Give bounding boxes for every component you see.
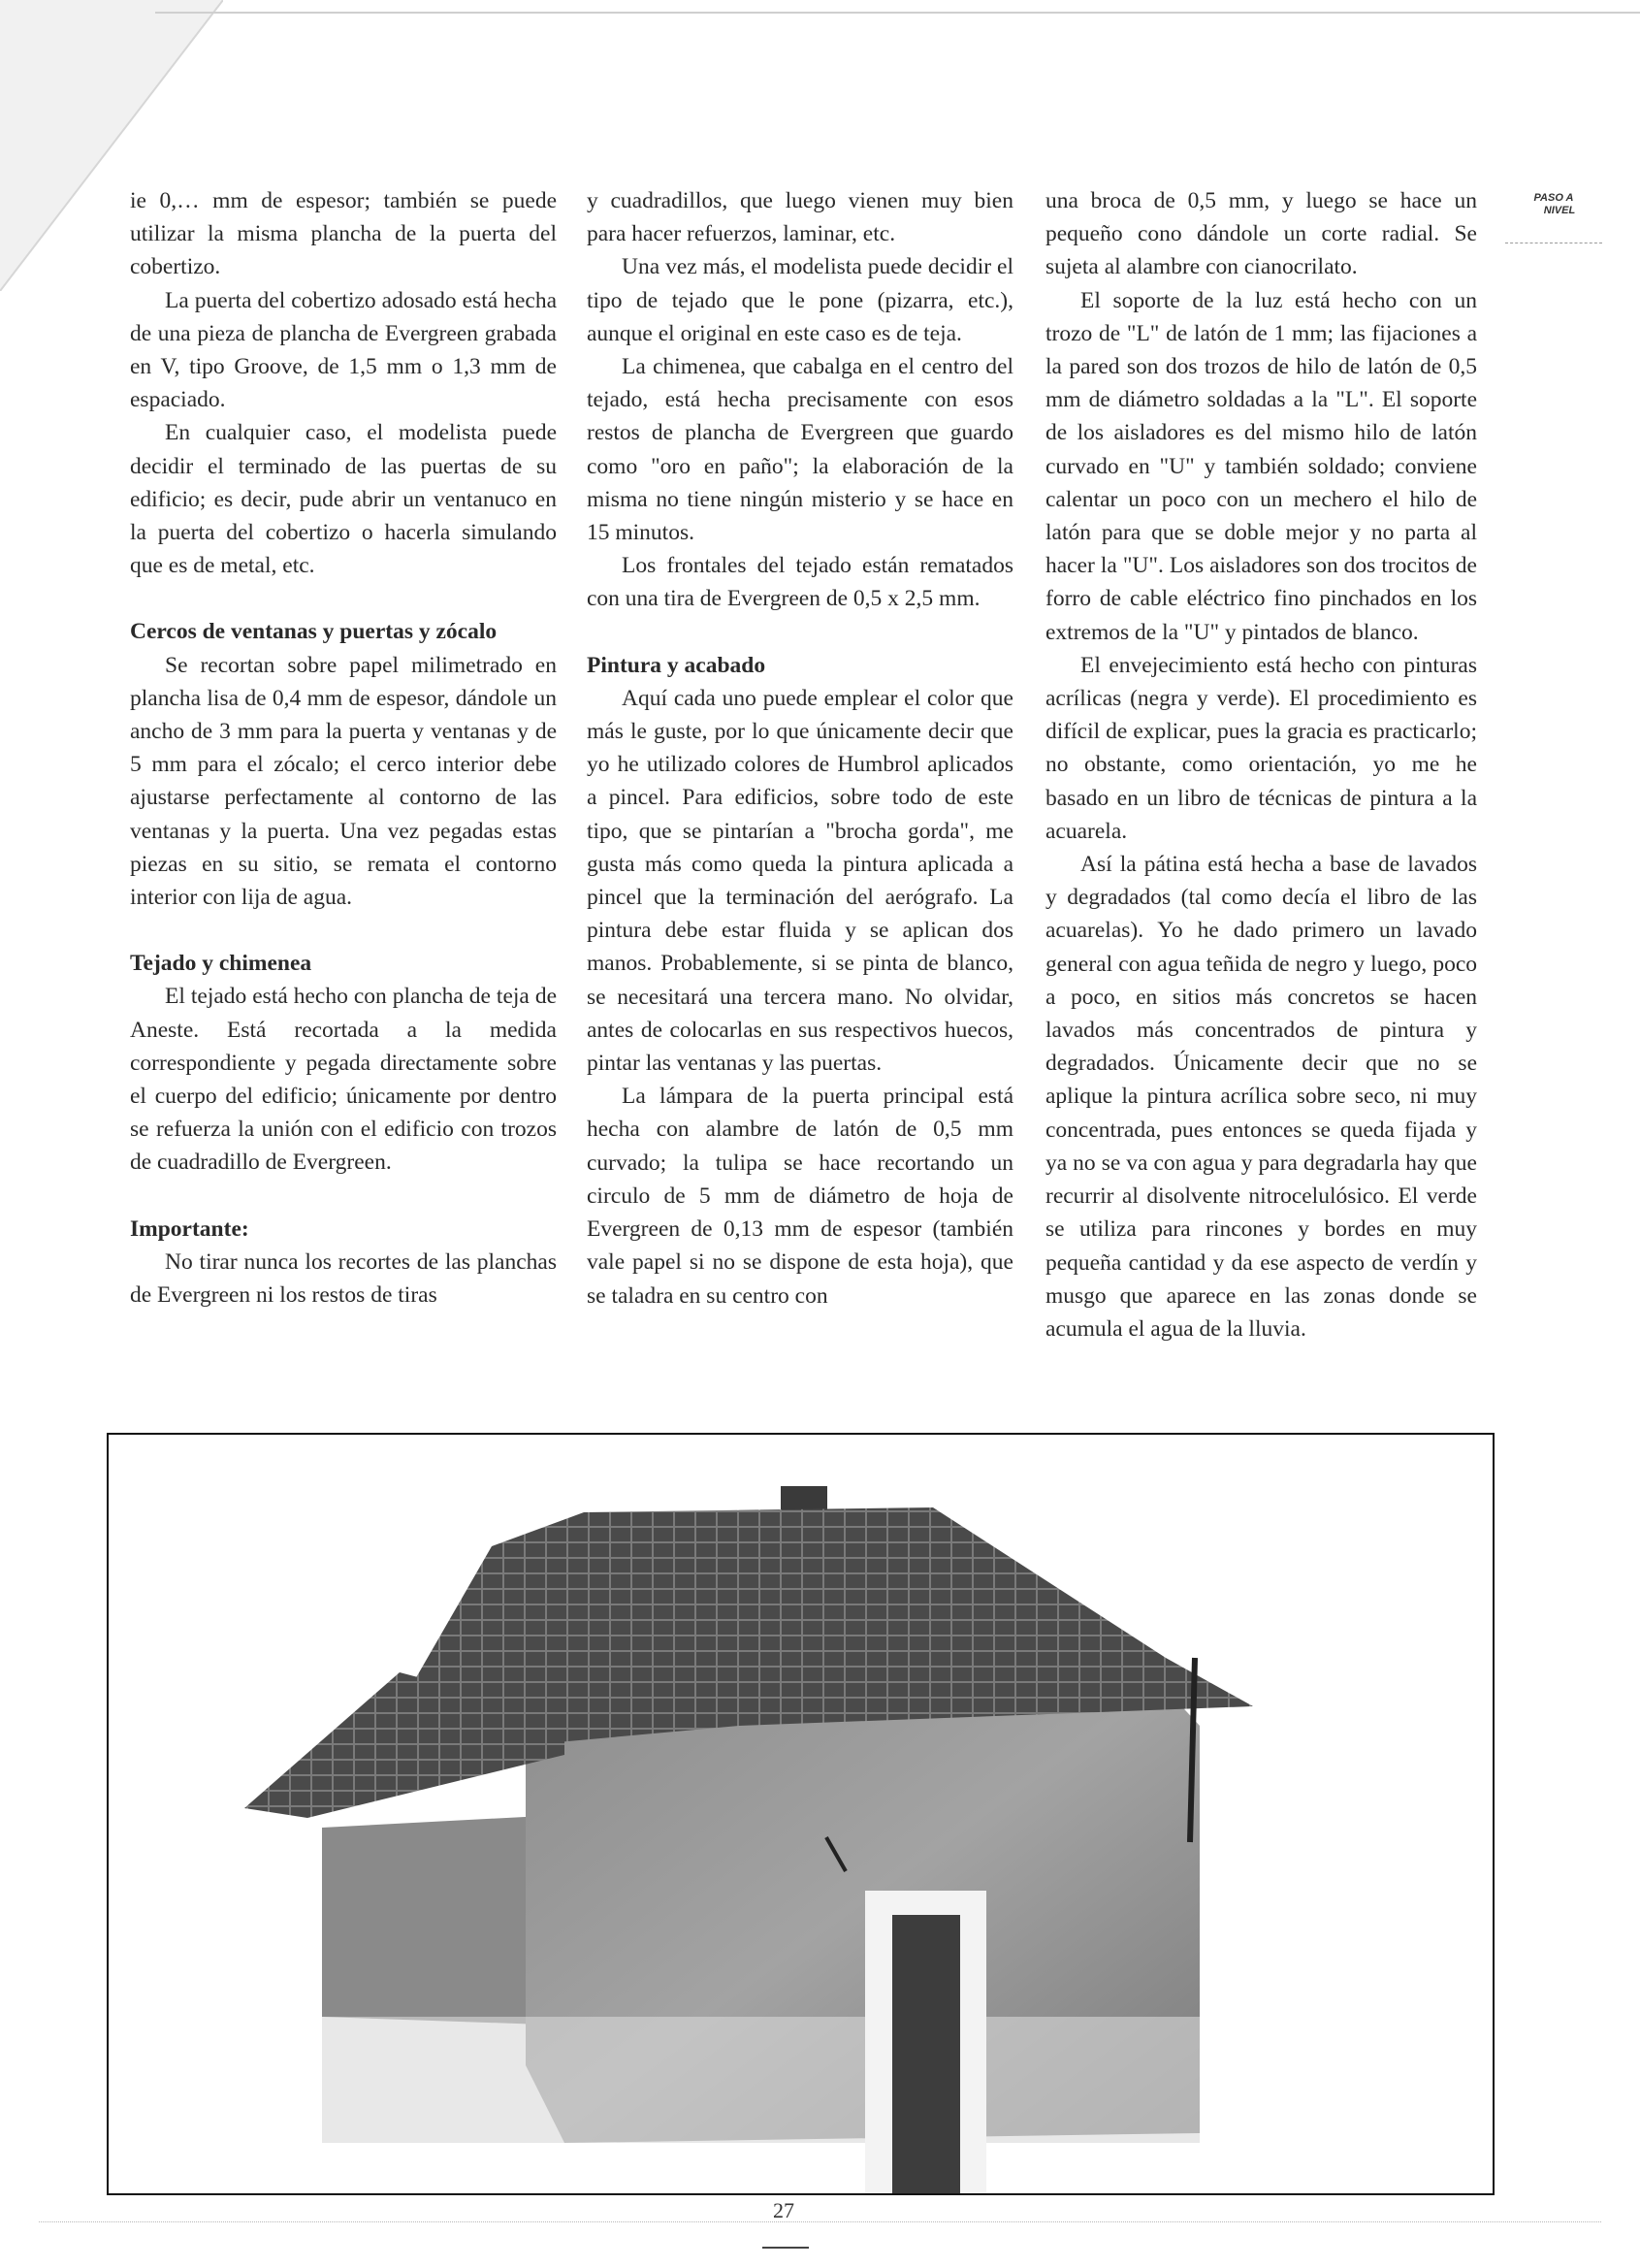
top-rule (155, 12, 1640, 14)
section-heading: Tejado y chimenea (130, 951, 312, 977)
paragraph: La chimenea, que cabalga en el centro del tejado, está hecha precisamente con esos restos de plancha de Evergreen que guardo como "oro en paño"; la elaboración de la misma no tiene ningún misterio y se hace en 15 minutos. (587, 354, 1013, 546)
building-model-photo (107, 1433, 1495, 2195)
section-heading: Cercos de ventanas y puertas y zócalo (130, 619, 498, 645)
paragraph: Así la pátina está hecha a base de lavados y degradados (tal como decía el libro de las acuarelas). Yo he dado primero un lavado general con agua teñida de negro y luego, poco a poco, en sitios más concretos se hacen lavados más concentrados de pintura y degradados. Únicamente decir que no se aplique la pintura acrílica sobre seco, ni muy concentrada, pues entonces se queda fijada y ya no se va con agua y para degradarla hay que recurrir al disolvente nitrocelulósico. El verde se utiliza para rincones y bordes en muy pequeña cantidad y da ese aspecto de verdín y musgo que aparece en las zonas donde se acumula el agua de la lluvia. (1045, 852, 1477, 1342)
text-column-3 (1045, 184, 1477, 1345)
logo-rule (1505, 243, 1602, 244)
paragraph: Una vez más, el modelista puede decidir el tipo de tejado que le pone (pizarra, etc.), aunque el original en este caso es de teja. (587, 254, 1013, 346)
paragraph: y cuadradillos, que luego vienen muy bien para hacer refuerzos, laminar, etc. (587, 188, 1013, 247)
bottom-rule (39, 2221, 1601, 2223)
page-number: 27 (773, 2198, 794, 2222)
paragraph: ie 0,… mm de espesor; también se puede utilizar la misma plancha de la puerta del cobertizo. (130, 188, 557, 280)
text-column-2 (587, 184, 1013, 1312)
paragraph: una broca de 0,5 mm, y luego se hace un pequeño cono dándole un corte radial. Se sujeta al alambre con cianocrilato. (1045, 188, 1477, 280)
text-column-1 (130, 184, 557, 1312)
paragraph: La lámpara de la puerta principal está hecha con alambre de latón de 0,5 mm curvado; la tulipa se hace recortando un circulo de 5 mm de diámetro de hoja de Evergreen de 0,13 mm de espesor (también vale papel si no se dispone de esta hoja), que se taladra en su centro con (587, 1084, 1013, 1309)
section-heading: Pintura y acabado (587, 652, 766, 678)
paragraph: Los frontales del tejado están rematados con una tira de Evergreen de 0,5 x 2,5 mm. (587, 553, 1013, 612)
paragraph: El soporte de la luz está hecho con un trozo de "L" de latón de 1 mm; las fijaciones a la pared son dos trozos de hilo de latón de 0,5 mm de diámetro soldadas a la "L". El soporte de los aisladores es del mismo hilo de latón curvado en "U" y también soldado; conviene calentar un poco con un mechero el hilo de latón para que se doble mejor y no parta al hacer la "U". Los aisladores son dos trocitos de forro de cable eléctrico fino pinchados en los extremos de la "U" y pintados de blanco. (1045, 287, 1477, 645)
paragraph: En cualquier caso, el modelista puede decidir el terminado de las puertas de su edificio; es decir, pude abrir un ventanuco en la puerta del cobertizo o hacerla simulando que es de metal, etc. (130, 420, 557, 579)
section-heading: Importante: (130, 1215, 249, 1242)
paragraph: No tirar nunca los recortes de las planchas de Evergreen ni los restos de tiras (130, 1248, 557, 1309)
svg-text:NIVEL: NIVEL (1543, 205, 1576, 216)
magazine-logo (1505, 190, 1602, 217)
paragraph: La puerta del cobertizo adosado está hecha de una pieza de plancha de Evergreen grabada en V, tipo Groove, de 1,5 mm o 1,3 mm de espaciado. (130, 287, 557, 413)
paragraph: Aquí cada uno puede emplear el color que más le guste, por lo que únicamente decir que yo he utilizado colores de Humbrol aplicados a pincel. Para edificios, sobre todo de este tipo, que se pintarían a "brocha gorda", me gusta más como queda la pintura aplicada a pincel que la terminación del aerógrafo. La pintura debe estar fluida y se aplican dos manos. Probablemente, si se pinta de blanco, se necesitará una tercera mano. No olvidar, antes de colocarlas en sus respectivos huecos, pintar las ventanas y las puertas. (587, 685, 1013, 1077)
paragraph: El tejado está hecho con plancha de teja de Aneste. Está recortada a la medida correspondiente y pegada directamente sobre el cuerpo del edificio; únicamente por dentro se refuerza la unión con el edificio con trozos de cuadradillo de Evergreen. (130, 984, 557, 1176)
svg-text:PASO A: PASO A (1533, 192, 1574, 204)
paragraph: Se recortan sobre papel milimetrado en plancha lisa de 0,4 mm de espesor, dándole un ancho de 3 mm para la puerta y ventanas y de 5 mm para el zócalo; el cerco interior debe ajustarse perfectamente al contorno de las ventanas y la puerta. Una vez pegadas estas piezas en su sitio, se remata el contorno interior con lija de agua. (130, 652, 557, 911)
page-number-rule (762, 2247, 809, 2249)
paragraph: El envejecimiento está hecho con pinturas acrílicas (negra y verde). El procedimiento es difícil de explicar, pues la gracia es practicarlo; no obstante, como orientación, yo me he basado en un libro de técnicas de pintura a la acuarela. (1045, 652, 1477, 844)
